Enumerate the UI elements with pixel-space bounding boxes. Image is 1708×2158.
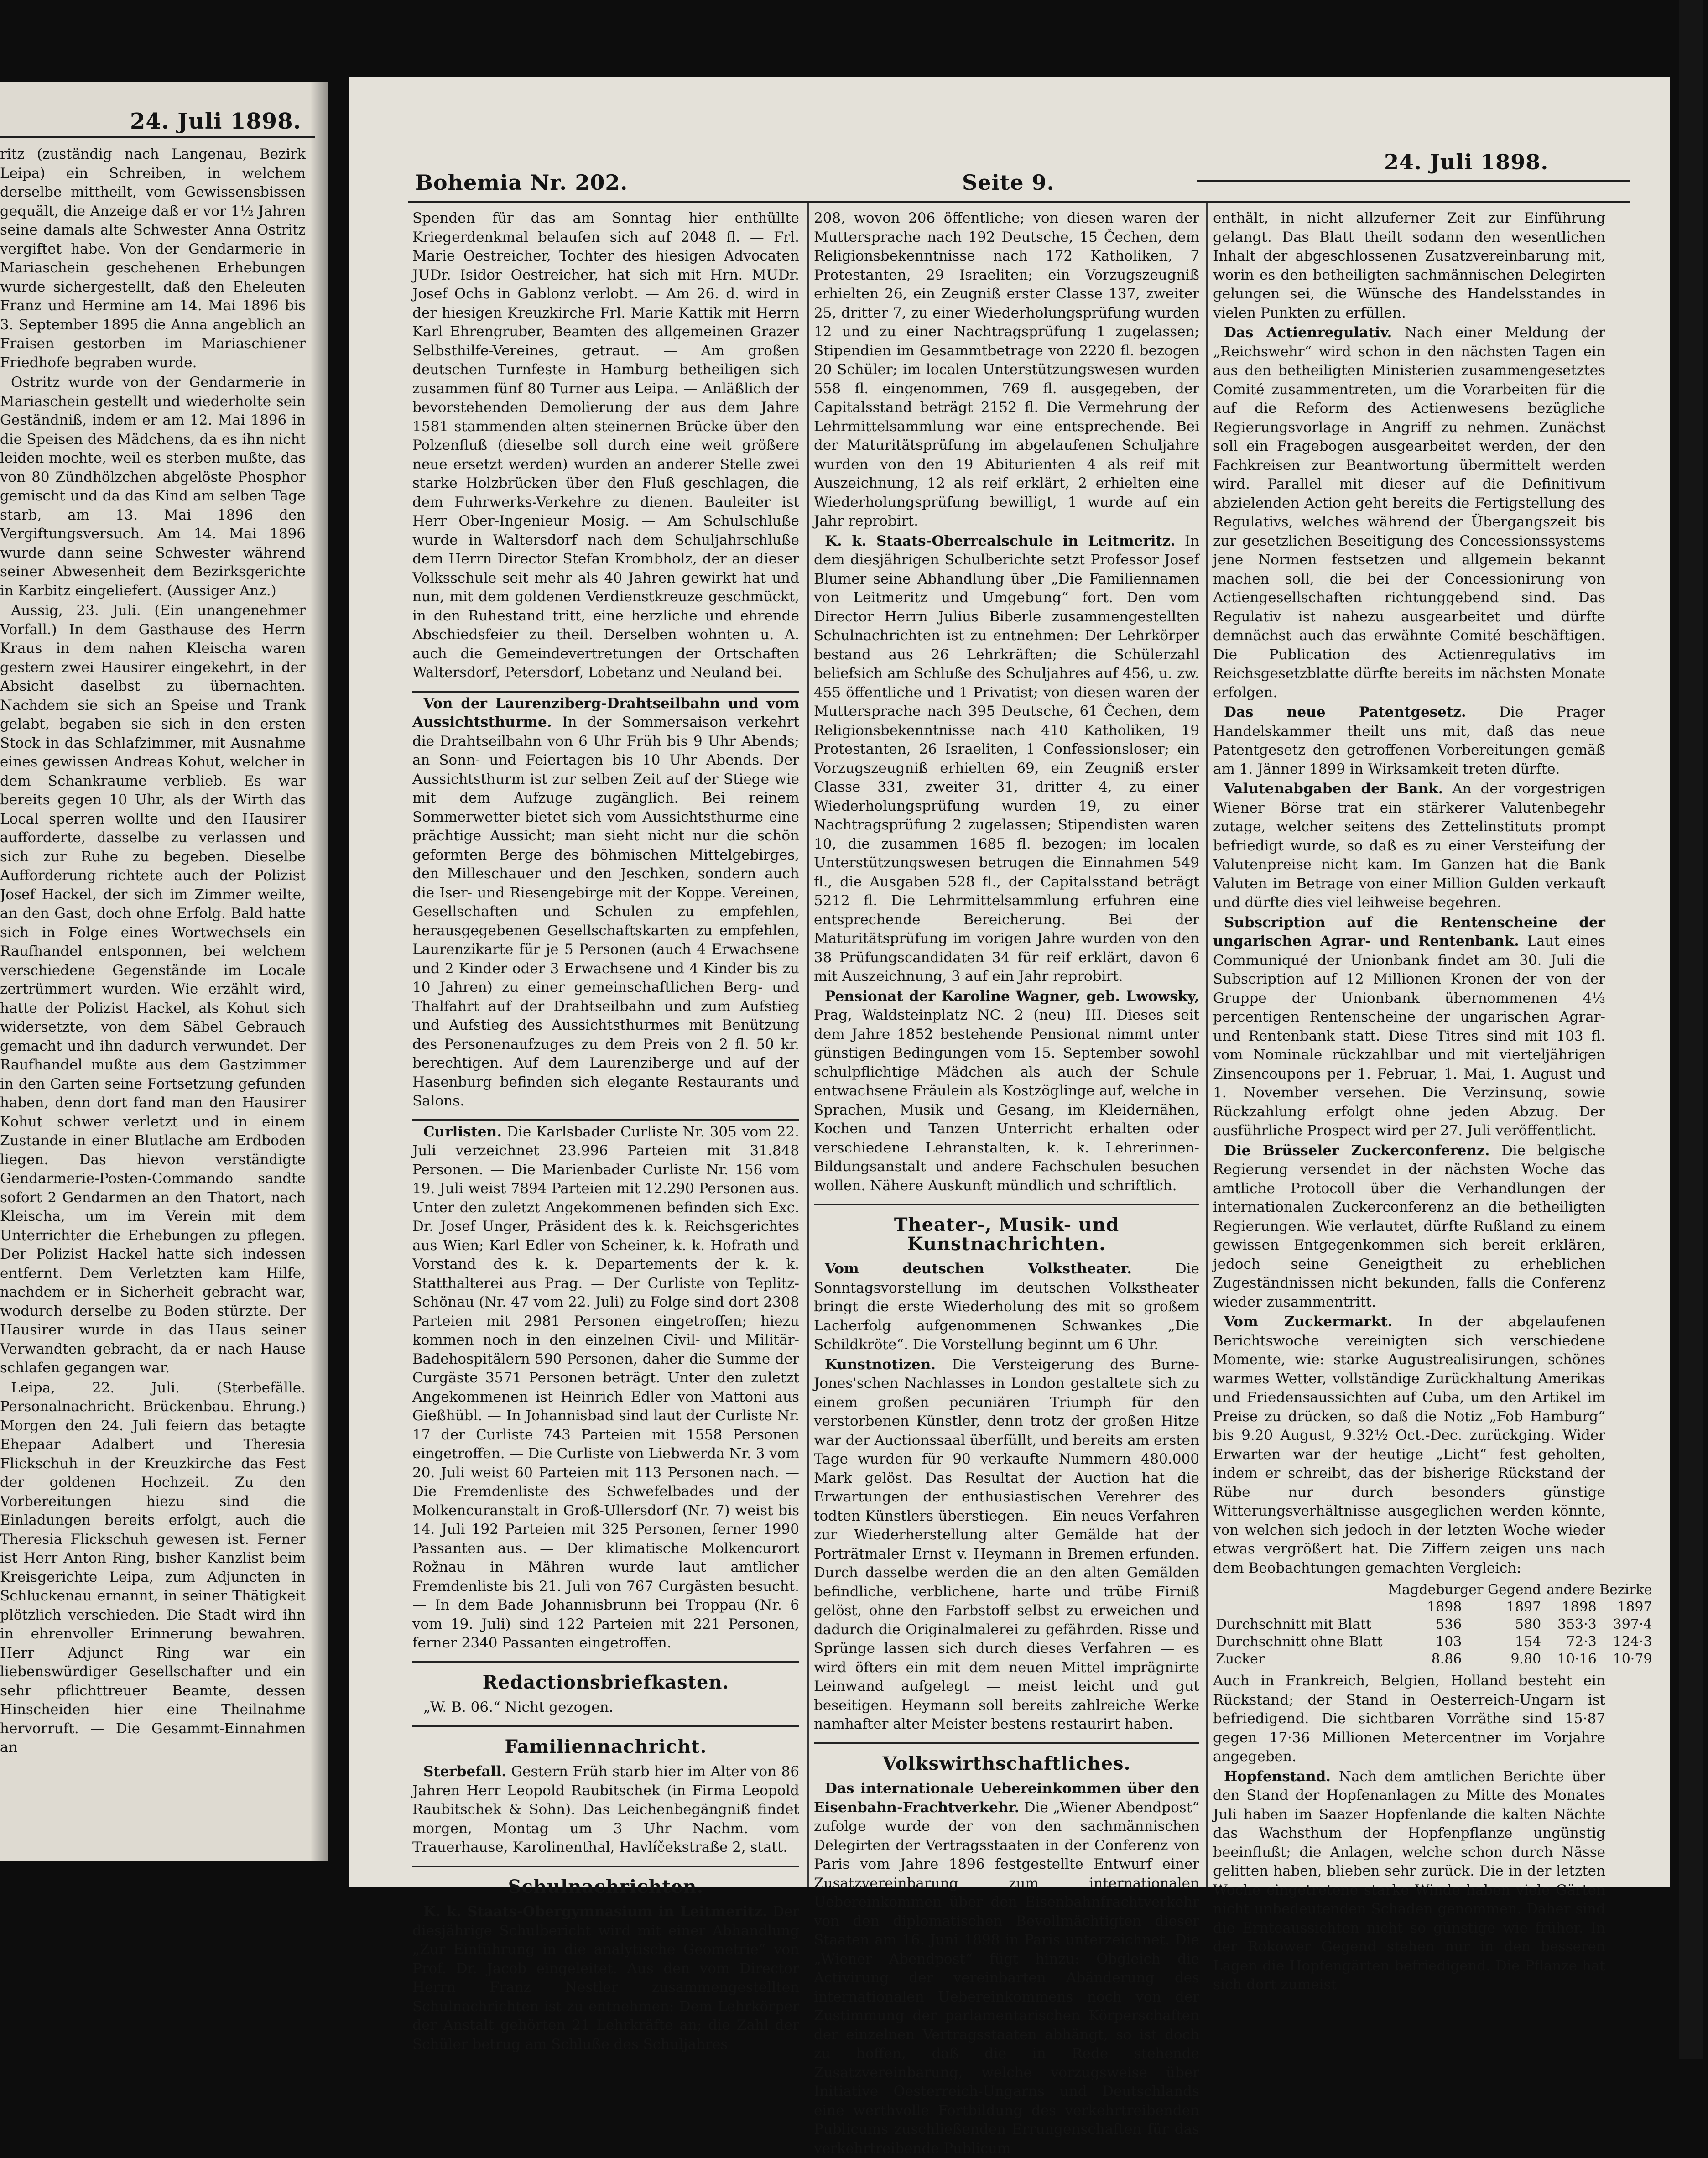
section-rule xyxy=(412,1725,799,1727)
col1-paragraph-3: Die Karlsbader Curliste Nr. 305 vom 22. Juli verzeichnet 23.996 Parteien mit 31.848 Personen. — Die Marienbader Curliste Nr. 156 vom 19. Juli weist 7894 Parteien mit 12.290 Personen aus. Unter den zuletzt Angekommenen befinden sich Exc. Dr. Josef Unger, Präsident des k. k. Reichsgerichtes aus Wien; Karl Edler von Scheiner, k. k. Hofrath und Vorstand des k. k. Departements der k. k. Statthalterei aus Prag. — Der Curliste von Teplitz-Schönau (Nr. 47 vom 22. Juli) zu Folge sind dort 2308 Parteien mit 2981 Personen eingetroffen; hiezu kommen noch in den einzelnen Civil- und Militär-Badehospitälern 590 Personen, daher die Summe der Curgäste 3571 Personen beträgt. Unter den zuletzt Angekommenen ist Heinrich Edler von Mattoni aus Gießhübl. — In Johannisbad sind laut der Curliste Nr. 17 der Curliste 743 Parteien mit 1558 Personen eingetroffen. — Die Curliste von Liebwerda Nr. 3 vom 20. Juli weist 60 Parteien mit 113 Personen nach. — Die Fremdenliste des Schwefelbades und der Molkencuranstalt in Groß-Ullersdorf (Nr. 7) weist bis 14. Juli 192 Parteien mit 325 Personen, ferner 1990 Passanten aus. — Der klimatische Molkencurort Rožnau in Mähren wurde laut amtlicher Fremdenliste bis 21. Juli von 767 Curgästen besucht. — In dem Bade Johannisbrunn bei Troppau (Nr. 6 vom 19. Juli) sind 122 Parteien mit 221 Personen, ferner 2340 Passanten eingetroffen. xyxy=(412,1123,799,1651)
section-rule xyxy=(412,691,799,693)
section-heading-redaction: Redactionsbriefkasten. xyxy=(482,1671,729,1693)
page-fold-shadow xyxy=(310,82,328,1861)
article-title: Die Brüsseler Zuckerconferenz. xyxy=(1224,1142,1490,1159)
table-cell: 10·16 xyxy=(1557,1651,1597,1667)
masthead: Bohemia Nr. 202. xyxy=(415,170,628,195)
article-title: Vom deutschen Volkstheater. xyxy=(825,1261,1132,1277)
page-number: Seite 9. xyxy=(962,170,1055,195)
article-title: Das neue Patentgesetz. xyxy=(1224,704,1466,720)
table-cell: 353·3 xyxy=(1557,1616,1597,1632)
article-title: K. k. Staats-Oberrealschule in Leitmeritz. xyxy=(825,532,1176,549)
table-column-head: Magdeburger Gegend xyxy=(1388,1582,1541,1598)
main-page xyxy=(349,77,1670,2157)
table-year: 1898 xyxy=(1427,1599,1462,1615)
theater-notice: Die Sonntagsvorstellung im deutschen Volkstheater bringt die erste Wiederholung des mit so großem Lacherfolg aufgenommenen Schwankes „Die Schildkröte“. Die Vorstellung beginnt um 6 Uhr. xyxy=(814,1261,1199,1353)
scan-edge-right xyxy=(1679,0,1703,2059)
left-header-rule xyxy=(0,136,315,138)
section-heading-economy: Volkswirthschaftliches. xyxy=(882,1752,1131,1774)
col3-paragraph-6: Die belgische Regierung versendet in der nächsten Woche das amtliche Protocoll über die Verhandlungen der internationalen Zuckerconferenz an die betheiligten Regierungen. Wie verlautet, dürfte Rußland zu einem gewissen Entgegenkommen sich bereit erklären, jedoch seine Geneigtheit zu erheblichen Zugeständnissen nicht bekunden, falls die Conferenz wieder zusammentritt. xyxy=(1213,1142,1605,1310)
economy-notice: Die „Wiener Abendpost“ zufolge wurde der von den sachmännischen Delegirten der Vertragsstaaten in der Conferenz von Paris vom Jahre 1896 festgestellte Entwurf einer Zusatzvereinbarung zum internationalen Uebereinkommen über den Eisenbahnfrachtverkehr von den diplomatischen Bevollmächtigten dieser Staaten am 16. Juni 1898 in Paris unterzeichnet. Die „Wiener Abendpost“ fügt hinzu: Obgleich die Activirung der vereinbarten Abänderung des internationalen Uebereinkommens noch von der Zustimmung der parlamentarischen Körperschaften der einzelnen Vertragsstaaten abhängt, so ist doch zu hoffen, daß die in Rede stehende Zusatzvereinbarung, welche vorzugsweise über Initiative Oesterreich-Ungarns und Deutschlands eine werthvolle Fortbildung des verkehrtreibenden Publicums zuschließenden Errungenschaften für das verkehrtreibende Publicum xyxy=(814,1799,1199,2157)
col1-paragraph-2: In der Sommersaison verkehrt die Drahtseilbahn von 6 Uhr Früh bis 9 Uhr Abends; an Sonn- und Feiertagen bis 10 Uhr Abends. Der Aussichtsthurm ist zur selben Zeit auf der Stiege wie mit dem Aufzuge zugänglich. Bei reinem Sommerwetter bietet sich vom Aussichtsthurme eine prächtige Aussicht; man sieht nicht nur die schön geformten Berge des böhmischen Mittelgebirges, den Milleschauer und den Jeschken, sondern auch die Iser- und Riesengebirge mit der Koppe. Vereinen, Gesellschaften und Schulen zu empfehlen, herausgegebenen Gesellschaftskarten zu empfehlen, Laurenzikarte für je 5 Personen (auch 4 Erwachsene und 2 Kinder oder 3 Erwachsene und 4 Kinder bis zu 10 Jahren) zu einer gemeinschaftlichen Berg- und Thalfahrt auf der Drahtseilbahn und zum Aufstieg und Aufstieg des Aussichtsthurmes mit Benützung des Personenaufzuges zu dem Preis von 2 fl. 50 kr. berechtigen. Auf dem Laurenziberge und auf der Hasenburg befinden sich elegante Restaurants und Salons. xyxy=(412,714,800,1109)
section-heading-family: Familiennachricht. xyxy=(505,1736,707,1757)
section-heading-theater: Theater-, Musik- und Kunstnachrichten. xyxy=(894,1214,1120,1255)
left-paragraph-4: Leipa, 22. Juli. (Sterbefälle. Personalnachricht. Brückenbau. Ehrung.) Morgen den 24. Juli feiern das betagte Ehepaar Adalbert und Theresia Flickschuh in der Kreuzkirche das Fest der goldenen Hochzeit. Zu den Vorbereitungen hiezu sind die Einladungen bereits erfolgt, auch die Theresia Flickschuh gewesen ist. Ferner ist Herr Anton Ring, bisher Kanzlist beim Kreisgerichte Leipa, zum Adjuncten in Schluckenau ernannt, in seiner Thätigkeit plötzlich verschieden. Die Stadt wird ihn in ehrenvoller Erinnerung bewahren. Herr Adjunct Ring war ein liebenswürdiger Gesellschafter und ein sehr pflichttreuer Beamte, dessen Hinscheiden hier eine Theilnahme hervorruft. — Die Gesammt-Einnahmen an xyxy=(0,1379,306,1756)
article-title: Vom Zuckermarkt. xyxy=(1224,1314,1393,1330)
col3-paragraph-8: Auch in Frankreich, Belgien, Holland besteht ein Rückstand; der Stand in Oesterreich-Ungarn ist befriedigend. Die sichtbaren Vorräthe sind 15·87 gegen 17·36 Millionen Metercentner im Vorjahre angegeben. xyxy=(1213,1673,1605,1765)
table-cell: 536 xyxy=(1436,1616,1462,1632)
table-row xyxy=(1213,1633,1655,1651)
col3-paragraph-9: Nach dem amtlichen Berichte über den Stand der Hopfenanlagen zu Mitte des Monates Juli haben im Saazer Hopfenlande die kalten Nächte das Wachsthum der Hopfenpflanze ungünstig beeinflußt; die Anlagen, welche schon durch Nässe gelitten haben, blieben sehr zurück. Die in der letzten Woche eingetretene starke Winde haben viele Gärten nicht unbedeutenden Schaden genommen. Daher sind die Ernteaussichten nicht so günstige wie früher. In der Rokower Gegend stehen nur in den besseren Lagen die Hopfengärten befriedigend. Die Pflanze hat sich dort zumeist xyxy=(1213,1768,1606,1993)
col3-paragraph-1: enthält, in nicht allzuferner Zeit zur Einführung gelangt. Das Blatt theilt sodann den wesentlichen Inhalt der abgeschlossenen Zusatzvereinbarung mit, worin es den betheiligten sachmännischen Delegirten gelungen sei, die Wünsche des Handelsstandes in vielen Punkten zu erfüllen. xyxy=(1213,210,1605,321)
left-paragraph-3: Aussig, 23. Juli. (Ein unangenehmer Vorfall.) In dem Gasthause des Herrn Kraus in dem nahen Kleischa waren gestern zwei Hausirer eingekehrt, in der Absicht daselbst zu übernachten. Nachdem sie sich an Speise und Trank gelabt, begaben sie sich in den ersten Stock in das Schlafzimmer, mit Ausnahme eines gewissen Andreas Kohut, welcher in dem Schankraume verblieb. Es war bereits gegen 10 Uhr, als der Wirth das Local sperren wollte und den Hausirer aufforderte, dasselbe zu verlassen und sich zur Ruhe zu begeben. Dieselbe Aufforderung richtete auch der Polizist Josef Hackel, der sich im Zimmer weilte, an den Gast, doch ohne Erfolg. Bald hatte sich in Folge eines Wortwechsels ein Raufhandel entsponnen, bei welchem verschiedene Gegenstände im Locale zertrümmert wurden. Wie erzählt wird, hatte der Polizist Hackel, als Kohut sich widersetzte, von dem Säbel Gebrauch gemacht und ihn dadurch verwundet. Der Raufhandel mußte aus dem Gastzimmer in den Garten seine Fortsetzung gefunden haben, denn dort fand man den Hausirer Kohut schwer verletzt und in einem Zustande in einer Blutlache am Erdboden liegen. Das hievon verständigte Gendarmerie-Posten-Commando sandte sofort 2 Gendarmen an den Thatort, nach Kleischa, um im Verein mit dem Unterrichter die Erhebungen zu pflegen. Der Polizist Hackel hatte sich indessen entfernt. Dem Verletzten kam Hilfe, nachdem er in Sicherheit gebracht war, wodurch derselbe zu Boden stürzte. Der Hausirer wurde in das Haus seiner Verwandten gebracht, da er nach Hause schlafen gegangen war. xyxy=(0,602,306,1376)
art-notice: Die Versteigerung des Burne-Jones'schen Nachlasses in London gestaltete sich zu einem großen pecuniären Triumph für den verstorbenen Künstler, denn trotz der großen Hitze war der Auctionssaal überfüllt, und bereits am ersten Tage wurden für 90 verkaufte Nummern 480.000 Mark gelöst. Das Resultat der Auction hat die Erwartungen der enthusiastischen Verehrer des todten Künstlers überstiegen. — Ein neues Verfahren zur Wiederherstellung alter Gemälde hat der Porträtmaler Ernst v. Heymann in Bremen erfunden. Durch dasselbe werden die an den alten Gemälden befindliche, verblichene, harte und trübe Firniß gelöst, ohne den Farbstoff selbst zu erweichen und dadurch die Originalmalerei zu gefährden. Risse und Sprünge lassen sich durch dieses Verfahren — es wird öfters ein mit dem neuen Mittel imprägnirte Leinwand aufgelegt — meist leicht und gut beseitigen. Heymann soll bereits zahlreiche Werke namhafter alter Meister bestens restaurirt haben. xyxy=(814,1356,1199,1732)
left-page-date: 24. Juli 1898. xyxy=(130,109,302,134)
family-notice: Gestern Früh starb hier im Alter von 86 Jahren Herr Leopold Raubitschek (in Firma Leopold Raubitschek & Sohn). Das Leichenbegängniß findet morgen, Montag um 3 Uhr Nachm. vom Trauerhause, Karolinenthal, Havlíčekstraße 2, statt. xyxy=(412,1763,799,1856)
col3-paragraph-7: In der abgelaufenen Berichtswoche vereinigten sich verschiedene Momente, wie: starke Augustrealisirungen, schönes warmes Wetter, vollständige Zurückhaltung Amerikas und Friedensaussichten auf Cuba, um den Artikel im Preise zu drücken, so daß die Notiz „Fob Hamburg“ bis 9.20 August, 9.32½ Oct.-Dec. zurückging. Wider Erwarten war der heutige „Licht“ fest geholten, indem er schreibt, das der bisherige Rückstand der Rübe nur durch besonders günstige Witterungsverhältnisse ausgeglichen werden könnte, von welchen sich jedoch in der letzten Woche wieder etwas vergrößert hat. Die Ziffern zeigen uns nach dem Beobachtungen gemachten Vergleich: xyxy=(1213,1314,1606,1576)
column-3 xyxy=(1213,209,1652,1993)
col3-paragraph-2: Nach einer Meldung der „Reichswehr“ wird schon in den nächsten Tagen ein aus den betheiligten Ministerien zusammengesetztes Comité zusammentreten, um die Vorarbeiten für die auf die Reform des Actienwesens bezügliche Regierungsvorlage in Angriff zu nehmen. Zunächst soll ein Fragebogen ausgearbeitet werden, der den Fachkreisen zur Beantwortung übermittelt werden wird. Parallel mit dieser auf die Definitivum abzielenden Action geht bereits die Fertigstellung des Regulativs, welches während der Übergangszeit bis zur gesetzlichen Beseitigung des Concessionssystems jene Normen festsetzen und allgemein bekannt machen soll, die bei der Concessionirung von Actiengesellschaften richtunggebend sind. Das Regulativ ist nahezu ausgearbeitet und dürfte demnächst auch das erwähnte Comité beschäftigen. Die Publication des Actienregulativs im Reichsgesetzblatte dürfte bereits im nächsten Monate erfolgen. xyxy=(1213,324,1605,701)
table-row-label: Durchschnitt mit Blatt xyxy=(1216,1616,1372,1632)
table-cell: 72·3 xyxy=(1566,1634,1597,1650)
table-cell: 154 xyxy=(1515,1634,1541,1650)
section-rule xyxy=(412,1866,799,1867)
col2-paragraph-2: In dem diesjährigen Schulberichte setzt Professor Josef Blumer seine Abhandlung über „Die Familiennamen von Leitmeritz und Umgebung“ fort. Den vom Director Herrn Julius Biberle zusammengestellten Schulnachrichten ist zu entnehmen: Der Lehrkörper bestand aus 26 Lehrkräften; die Schülerzahl beliefsich am Schluße des Schuljahres auf 456, u. zw. 455 öffentliche und 1 Privatist; von diesen waren der Muttersprache nach 395 Deutsche, 61 Čechen, dem Religionsbekenntnisse nach 410 Katholiken, 19 Protestanten, 26 Israeliten, 1 Confessionsloser; ein Vorzugszeugniß erhielten 69, ein Zeugniß erster Classe 331, zweiter 31, dritter 4, zu einer Wiederholungsprüfung wurden 19, zu einer Nachtragsprüfung 2 zugelassen; Stipendisten waren 10, die zusammen 1685 fl. bezogen; im localen Unterstützungswesen betrugen die Einnahmen 549 fl., die Ausgaben 528 fl., der Capitalsstand beträgt 5212 fl. Die Lehrmittelsammlung erfuhren eine entsprechende Bereicherung. Bei der Maturitätsprüfung im vorigen Jahre wurden von den 38 Prüfungscandidaten 34 für reif erklärt, davon 6 mit Auszeichnung, 3 auf ein Jahr reprobirt. xyxy=(814,532,1199,985)
section-rule xyxy=(412,1119,799,1121)
left-paragraph-1: ritz (zuständig nach Langenau, Bezirk Leipa) ein Schreiben, in welchem derselbe mittheilt, vom Gewissensbissen gequält, die Anzeige daß er vor 1½ Jahren seine damals alte Schwester Anna Ostritz vergiftet habe. Von der Gendarmerie in Mariaschein geschehenen Erhebungen wurde sichergestellt, daß den Eheleuten Franz und Hermine am 14. Mai 1896 bis 3. September 1895 die Anna angeblich an Fraisen gestorben im Mariaschiener Friedhofe begraben wurde. xyxy=(0,146,306,371)
table-column-head: andere Bezirke xyxy=(1547,1582,1652,1598)
table-year: 1898 xyxy=(1562,1599,1597,1615)
article-title: K. k. Staats-Obergymnasium in Leitmeritz. xyxy=(423,1903,767,1920)
col3-paragraph-5: Laut eines Communiqué der Unionbank findet am 30. Juli die Subscription auf 12 Millionen Kronen der von der Gruppe der Unionbank übernommenen 4⅓ percentigen Rentenscheine der ungarischen Agrar- und Rentenbank statt. Diese Titres sind mit 103 fl. vom Nominale rückzahlbar und mit vierteljährigen Zinsencoupons per 1. Februar, 1. Mai, 1. August und 1. November versehen. Die Verzinsung, sowie Rückzahlung erfolgt ohne jeden Abzug. Der ausführliche Prospect wird per 27. Juli veröffentlicht. xyxy=(1213,933,1606,1139)
article-title: Curlisten. xyxy=(423,1123,502,1140)
article-title: Hopfenstand. xyxy=(1224,1768,1331,1785)
article-title: Das internationale Uebereinkommen über den Eisenbahn-Frachtverkehr. xyxy=(814,1780,1199,1816)
table-cell: 8.86 xyxy=(1431,1651,1462,1667)
table-row-label: Zucker xyxy=(1216,1651,1265,1667)
left-page xyxy=(0,82,328,1861)
column-2 xyxy=(814,209,1199,2157)
article-title: Sterbefall. xyxy=(423,1763,506,1780)
article-title: Subscription auf die Rentenscheine der ungarischen Agrar- und Rentenbank. xyxy=(1213,914,1605,949)
col2-paragraph-3: Prag, Waldsteinplatz NC. 2 (neu)—III. Dieses seit dem Jahre 1852 bestehende Pensionat nimmt unter günstigen Bedingungen vom 15. September sowohl schulpflichtige Mädchen als auch der Schule entwachsene Fräulein als Kostzöglinge auf, welche in Sprachen, Musik und Gesang, im Kleidernähen, Kochen und Tanzen Unterricht erhalten oder verschiedene Lehranstalten, k. k. Lehrerinnen-Bildungsanstalt und andere Fachschulen besuchen wollen. Nähere Auskunft mündlich und schriftlich. xyxy=(814,1007,1199,1194)
section-heading-school: Schulnachrichten. xyxy=(508,1876,704,1897)
column-divider-2 xyxy=(1206,203,1208,1887)
article-title: Das Actienregulativ. xyxy=(1224,324,1392,341)
redaction-note: „W. B. 06.“ Nicht gezogen. xyxy=(423,1699,614,1715)
table-cell: 580 xyxy=(1515,1616,1541,1632)
left-page-column xyxy=(0,145,306,1833)
header-rule-right xyxy=(1197,180,1630,182)
header-rule xyxy=(408,201,1630,203)
table-year: 1897 xyxy=(1506,1599,1541,1615)
table-row xyxy=(1213,1616,1655,1633)
table-cell: 10·79 xyxy=(1613,1651,1652,1667)
article-title: Pensionat der Karoline Wagner, geb. Lwowsky, xyxy=(825,988,1199,1005)
col1-paragraph-1: Spenden für das am Sonntag hier enthüllte Kriegerdenkmal belaufen sich auf 2048 fl. — Frl. Marie Oestreicher, Tochter des hiesigen Advocaten JUDr. Isidor Oestreicher, hat sich mit Hrn. MUDr. Josef Ochs in Gablonz verlobt. — Am 26. d. wird in der hiesigen Kreuzkirche Frl. Marie Kattik mit Herrn Karl Ehrengruber, Beamten des allgemeinen Grazer Selbsthilfe-Vereines, getraut. — Am großen deutschen Turnfeste in Hamburg betheiligen sich zusammen fünf 80 Turner aus Leipa. — Anläßlich der bevorstehenden Demolierung der aus dem Jahre 1581 stammenden alten steinernen Brücke über den Polzenfluß (dieselbe soll durch eine weit größere neue ersetzt werden) wurden an anderer Stelle zwei starke Holzbrücken über den Fluß geschlagen, die dem Fuhrwerks-Verkehre zu dienen. Bauleiter ist Herr Ober-Ingenieur Mosig. — Am Schulschluße wurde in Waltersdorf nach dem Schuljahrschluße dem Herrn Director Stefan Krombholz, der an dieser Volksschule seit mehr als 40 Jahren gewirkt hat und nun, mit dem goldenen Verdienstkreuze geschmückt, in den Ruhestand tritt, eine herzliche und ehrende Abschiedsfeier zu theil. Derselben wohnten u. A. auch die Gemeindevertretungen der Ortschaften Waltersdorf, Petersdorf, Lobetanz und Neuland bei. xyxy=(412,210,799,681)
sugar-statistics-table xyxy=(1213,1581,1655,1668)
table-row-label: Durchschnitt ohne Blatt xyxy=(1216,1634,1383,1650)
header-date: 24. Juli 1898. xyxy=(1384,150,1549,174)
left-paragraph-2: Ostritz wurde von der Gendarmerie in Mariaschein gestellt und wiederholte sein Geständniß, indem er am 12. Mai 1896 in die Speisen des Mädchens, da es ihn nicht leiden mochte, weil es sterben mußte, das von 80 Zündhölzchen abgelöste Phosphor gemischt und da das Kind am selben Tage starb, am 13. Mai 1896 den Vergiftungsversuch. Am 14. Mai 1896 wurde dann seine Schwester während seiner Abwesenheit dem Bezirksgerichte in Karbitz eingeliefert. (Aussiger Anz.) xyxy=(0,374,306,599)
table-cell: 397·4 xyxy=(1613,1616,1652,1632)
col2-paragraph-1: 208, wovon 206 öffentliche; von diesen waren der Muttersprache nach 192 Deutsche, 15 Čechen, dem Religionsbekenntnisse nach 172 Katholiken, 7 Protestanten, 29 Israeliten; ein Vorzugszeugniß erhielten 26, ein Zeugniß erster Classe 137, zweiter 25, dritter 7, zu einer Wiederholungsprüfung wurden 12 und zu einer Nachtragsprüfung 1 zugelassen; Stipendien im Gesammtbetrage von 2220 fl. bezogen 20 Schüler; im localen Unterstützungswesen wurden 558 fl. eingenommen, 769 fl. ausgegeben, der Capitalsstand beträgt 2152 fl. Die Vermehrung der Lehrmittelsammlung war eine entsprechende. Bei der Maturitätsprüfung im abgelaufenen Schuljahre wurden von den 19 Abiturienten 4 als reif mit Auszeichnung, 12 als reif erklärt, 2 erhielten eine Wiederholungsprüfung bewilligt, 1 wurde auf ein Jahr reprobirt. xyxy=(814,210,1199,529)
table-cell: 124·3 xyxy=(1613,1634,1652,1650)
article-title: Kunstnotizen. xyxy=(825,1356,936,1373)
column-divider-1 xyxy=(807,203,809,1887)
article-title: Valutenabgaben der Bank. xyxy=(1224,781,1443,797)
table-year: 1897 xyxy=(1617,1599,1652,1615)
table-cell: 9.80 xyxy=(1510,1651,1541,1667)
section-rule xyxy=(814,1742,1199,1744)
table-cell: 103 xyxy=(1436,1634,1462,1650)
section-rule xyxy=(814,1204,1199,1205)
col3-paragraph-4: An der vorgestrigen Wiener Börse trat ein stärkerer Valutenbegehr zutage, welcher seitens des Zettelinstituts prompt befriedigt wurde, so daß es zu einer Versteifung der Valutenpreise nicht kam. Im Ganzen hat die Bank Valuten im Betrage von einer Million Gulden verkauft und dürfte dies viel leihweise begehren. xyxy=(1213,781,1605,911)
table-row xyxy=(1213,1651,1655,1668)
section-rule xyxy=(412,1661,799,1663)
column-1 xyxy=(412,209,800,2053)
col3-paragraph-3: Die Prager Handelskammer theilt uns mit, daß das neue Patentgesetz den getroffenen Vorbereitungen gemäß am 1. Jänner 1899 in Wirksamkeit treten dürfte. xyxy=(1213,704,1605,777)
school-notice: Der diesjährige Schulbericht wird mit einer Abhandlung „Zur Einführung in die analytische Geometrie“ von Prof. Dr. Jacob eingeleitet. Aus den vom Director Herrn Franz Nestler zusammengestellten Schulnachrichten ist zu entnehmen: Dem Lehrkörper der Anstalt gehörten 21 Lehrkräfte an; die Zahl der Schüler betrug am Schluße des Schuljahres xyxy=(412,1903,799,2053)
article-title: Von der Laurenziberg-Drahtseilbahn und vom Aussichtsthurme. xyxy=(412,695,799,730)
